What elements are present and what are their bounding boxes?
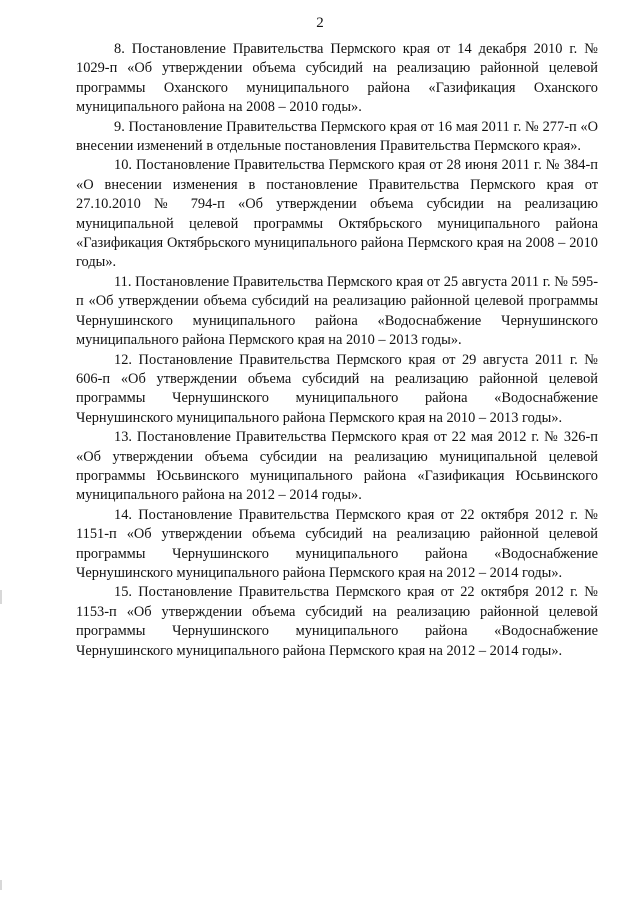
paragraph-item-10: 10. Постановление Правительства Пермского края от 28 июня 2011 г. № 384-п «О внесении изменения в постановление Правительства Пермского края от 27.10.2010 № 794-п «Об утверждении объема субсидии на реализацию муниципальной целевой программы Октябрьского муниципального района «Газификация Октябрьского муниципального района Пермского края на 2008 – 2010 годы». [76, 157, 598, 271]
paragraph-item-14: 14. Постановление Правительства Пермского края от 22 октября 2012 г. № 1151-п «Об утверждении объема субсидий на реализацию районной целевой программы Чернушинского муниципального района «Водоснабжение Чернушинского муниципального района Пермского края на 2012 – 2014 годы». [76, 506, 598, 581]
paragraph-item-8: 8. Постановление Правительства Пермского края от 14 декабря 2010 г. № 1029-п «Об утверждении объема субсидий на реализацию районной целевой программы Оханского муниципального района «Газификация Оханского муниципального района на 2008 – 2010 годы». [76, 41, 598, 116]
paragraph-item-12: 12. Постановление Правительства Пермского края от 29 августа 2011 г. № 606-п «Об утверждении объема субсидий на реализацию районной целевой программы Чернушинского муниципального района «Водоснабжение Чернушинского муниципального района Пермского края на 2010 – 2013 годы». [76, 351, 598, 426]
paragraph-item-11: 11. Постановление Правительства Пермского края от 25 августа 2011 г. № 595-п «Об утверждении объема субсидий на реализацию районной целевой программы Чернушинского муниципального района «Водоснабжение Чернушинского муниципального района Пермского края на 2010 – 2013 годы». [76, 273, 598, 349]
paragraph-item-15: 15. Постановление Правительства Пермского края от 22 октября 2012 г. № 1153-п «Об утверждении объема субсидий на реализацию районной целевой программы Чернушинского муниципального района «Водоснабжение Чернушинского муниципального района Пермского края на 2012 – 2014 годы». [76, 584, 598, 659]
scan-edge-mark [0, 590, 2, 604]
scan-edge-mark [0, 880, 2, 890]
document-body [76, 40, 598, 661]
page-number: 2 [316, 15, 324, 31]
paragraph-item-9: 9. Постановление Правительства Пермского края от 16 мая 2011 г. № 277-п «О внесении изменений в отдельные постановления Правительства Пермского края». [76, 118, 598, 155]
paragraph-item-13: 13. Постановление Правительства Пермского края от 22 мая 2012 г. № 326-п «Об утверждении объема субсидии на реализацию муниципальной целевой программы Юсьвинского муниципального района «Газификация Юсьвинского муниципального района на 2012 – 2014 годы». [76, 429, 598, 504]
